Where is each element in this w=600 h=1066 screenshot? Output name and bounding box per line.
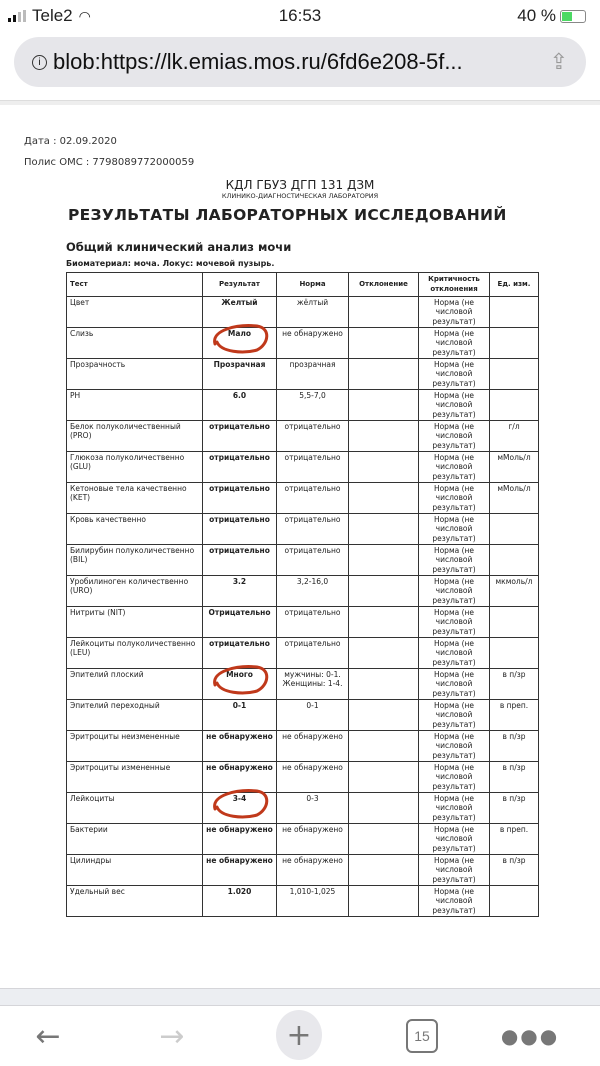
cell-unit-text: в п/зр — [502, 732, 526, 741]
cell-norm-text: 0-3 — [306, 794, 319, 803]
new-tab-plus-icon[interactable]: + — [276, 1010, 322, 1060]
cell-norm-text: отрицательно — [284, 515, 341, 524]
cell-result — [203, 793, 277, 824]
cell-test-text: Белок полуколичественный (PRO) — [70, 422, 181, 441]
cell-result-text: отрицательно — [209, 453, 270, 462]
table-row — [67, 855, 539, 886]
cell-norm-text: отрицательно — [284, 453, 341, 462]
cell-criticality-text: Норма (не числовой результат) — [432, 825, 476, 853]
table-row — [67, 390, 539, 421]
cell-result-text: отрицательно — [209, 639, 270, 648]
col-norm: Норма — [277, 273, 349, 297]
cell-unit — [490, 731, 539, 762]
cell-result — [203, 359, 277, 390]
table-row — [67, 483, 539, 514]
cell-test — [67, 793, 203, 824]
cell-norm-text: прозрачная — [289, 360, 336, 369]
cell-deviation — [349, 731, 419, 762]
cell-test — [67, 855, 203, 886]
lab-subtitle: КЛИНИКО-ДИАГНОСТИЧЕСКАЯ ЛАБОРАТОРИЯ — [221, 192, 379, 200]
cell-norm — [277, 514, 349, 545]
cell-result — [203, 886, 277, 917]
cell-test — [67, 731, 203, 762]
document-title: РЕЗУЛЬТАТЫ ЛАБОРАТОРНЫХ ИССЛЕДОВАНИЙ — [68, 206, 507, 224]
table-row — [67, 452, 539, 483]
cell-norm-text: 5,5-7,0 — [299, 391, 326, 400]
cell-test-text: Слизь — [70, 329, 94, 338]
cell-criticality — [419, 607, 490, 638]
cell-test — [67, 762, 203, 793]
cell-criticality-text: Норма (не числовой результат) — [432, 484, 476, 512]
cell-result-text: 0-1 — [232, 701, 247, 710]
cell-test-text: Прозрачность — [70, 360, 126, 369]
handwritten-circle-annotation — [207, 322, 273, 354]
table-row — [67, 328, 539, 359]
cell-result-text: Прозрачная — [213, 360, 266, 369]
cell-norm-text: 3,2-16,0 — [296, 577, 329, 586]
cell-deviation — [349, 669, 419, 700]
cell-unit — [490, 638, 539, 669]
cell-criticality-text: Норма (не числовой результат) — [432, 608, 476, 636]
handwritten-circle-annotation — [207, 663, 273, 695]
cell-unit-text: в п/зр — [502, 856, 526, 865]
cell-result — [203, 483, 277, 514]
cell-test-text: Уробилиноген количественно (URO) — [70, 577, 189, 596]
cell-result — [203, 669, 277, 700]
cell-result-text: 3.2 — [232, 577, 247, 586]
cell-test — [67, 483, 203, 514]
cell-criticality-text: Норма (не числовой результат) — [432, 639, 476, 667]
cell-test — [67, 886, 203, 917]
cell-deviation — [349, 793, 419, 824]
cell-result-text: 1.020 — [227, 887, 252, 896]
cell-deviation — [349, 855, 419, 886]
cell-norm-text: 0-1 — [306, 701, 319, 710]
cell-criticality-text: Норма (не числовой результат) — [432, 298, 476, 326]
cell-test — [67, 328, 203, 359]
battery-icon — [560, 10, 586, 23]
cell-criticality-text: Норма (не числовой результат) — [432, 453, 476, 481]
col-test: Тест — [67, 273, 203, 297]
cell-result — [203, 545, 277, 576]
cell-test-text: Нитриты (NIT) — [70, 608, 126, 617]
cell-unit — [490, 700, 539, 731]
cell-test — [67, 452, 203, 483]
cell-norm — [277, 576, 349, 607]
cell-result-text: 3-4 — [232, 794, 247, 803]
cell-test — [67, 421, 203, 452]
cell-norm-text: отрицательно — [284, 422, 341, 431]
cell-norm — [277, 731, 349, 762]
cell-test-text: Цилиндры — [70, 856, 112, 865]
cell-result-text: не обнаружено — [206, 732, 273, 741]
address-bar[interactable] — [14, 37, 586, 87]
cell-norm — [277, 545, 349, 576]
cell-criticality-text: Норма (не числовой результат) — [432, 360, 476, 388]
cell-deviation — [349, 452, 419, 483]
cell-test — [67, 576, 203, 607]
cell-criticality — [419, 328, 490, 359]
table-row — [67, 638, 539, 669]
cell-norm-text: 1,010-1,025 — [289, 887, 336, 896]
table-row — [67, 793, 539, 824]
table-row — [67, 576, 539, 607]
cell-test-text: Бактерии — [70, 825, 108, 834]
cell-unit-text: г/л — [508, 422, 520, 431]
biomaterial: Биоматериал: моча. Локус: мочевой пузырь. — [66, 259, 275, 268]
cell-test — [67, 607, 203, 638]
cell-norm — [277, 607, 349, 638]
cell-deviation — [349, 886, 419, 917]
cell-test — [67, 359, 203, 390]
cell-criticality — [419, 545, 490, 576]
results-table — [66, 272, 539, 917]
cell-unit — [490, 359, 539, 390]
cell-result — [203, 731, 277, 762]
cell-test — [67, 545, 203, 576]
cell-norm — [277, 886, 349, 917]
more-dots-icon[interactable]: ●●● — [500, 1024, 560, 1048]
cell-criticality-text: Норма (не числовой результат) — [432, 546, 476, 574]
cell-norm-text: не обнаружено — [282, 732, 343, 741]
cell-criticality — [419, 762, 490, 793]
cell-norm — [277, 452, 349, 483]
cell-result-text: отрицательно — [209, 422, 270, 431]
cell-result-text: не обнаружено — [206, 825, 273, 834]
cell-test-text: PH — [70, 391, 81, 400]
table-row — [67, 824, 539, 855]
cell-result-text: не обнаружено — [206, 856, 273, 865]
cell-deviation — [349, 607, 419, 638]
cell-result — [203, 638, 277, 669]
cell-result — [203, 855, 277, 886]
cell-unit — [490, 328, 539, 359]
col-result: Результат — [203, 273, 277, 297]
cell-deviation — [349, 359, 419, 390]
table-row — [67, 700, 539, 731]
cell-test-text: Эпителий переходный — [70, 701, 160, 710]
cell-criticality — [419, 483, 490, 514]
cell-deviation — [349, 700, 419, 731]
cell-deviation — [349, 328, 419, 359]
lab-name: КДЛ ГБУЗ ДГП 131 ДЗМ — [225, 178, 375, 192]
cell-result — [203, 700, 277, 731]
cell-unit — [490, 390, 539, 421]
cell-norm — [277, 359, 349, 390]
cell-result — [203, 762, 277, 793]
cell-deviation — [349, 576, 419, 607]
cell-criticality-text: Норма (не числовой результат) — [432, 670, 476, 698]
cell-criticality-text: Норма (не числовой результат) — [432, 422, 476, 450]
cell-result-text: Отрицательно — [208, 608, 271, 617]
cell-norm — [277, 762, 349, 793]
cell-test — [67, 514, 203, 545]
cell-deviation — [349, 762, 419, 793]
cell-test-text: Лейкоциты полуколичественно (LEU) — [70, 639, 196, 658]
cell-criticality-text: Норма (не числовой результат) — [432, 763, 476, 791]
cell-norm-text: жёлтый — [296, 298, 329, 307]
cell-unit — [490, 793, 539, 824]
cell-criticality — [419, 421, 490, 452]
cell-criticality — [419, 297, 490, 328]
cell-norm — [277, 483, 349, 514]
analysis-title: Общий клинический анализ мочи — [66, 240, 292, 254]
cell-norm-text: отрицательно — [284, 484, 341, 493]
cell-norm — [277, 390, 349, 421]
cell-unit — [490, 576, 539, 607]
cell-norm — [277, 421, 349, 452]
cell-result — [203, 576, 277, 607]
cell-result-text: 6.0 — [232, 391, 247, 400]
cell-criticality — [419, 824, 490, 855]
cell-norm-text: отрицательно — [284, 608, 341, 617]
cell-unit-text: мкмоль/л — [495, 577, 533, 586]
cell-result-text: не обнаружено — [206, 763, 273, 772]
table-row — [67, 297, 539, 328]
cell-result — [203, 452, 277, 483]
cell-unit — [490, 855, 539, 886]
battery-status — [517, 6, 586, 26]
wifi-icon: ◠ — [78, 7, 91, 24]
carrier-name: Tele2 — [32, 6, 73, 25]
battery-percent: 40 % — [517, 6, 556, 25]
cell-result — [203, 607, 277, 638]
cell-result — [203, 421, 277, 452]
cell-unit — [490, 669, 539, 700]
cell-norm-text: отрицательно — [284, 639, 341, 648]
cell-norm-text: мужчины: 0-1. Женщины: 1-4. — [282, 670, 343, 689]
cell-unit — [490, 762, 539, 793]
cell-test-text: Кровь качественно — [70, 515, 146, 524]
cell-criticality-text: Норма (не числовой результат) — [432, 329, 476, 357]
cell-test-text: Кетоновые тела качественно (KET) — [70, 484, 187, 503]
cell-criticality — [419, 700, 490, 731]
cell-norm — [277, 793, 349, 824]
cell-criticality — [419, 359, 490, 390]
table-row — [67, 669, 539, 700]
cell-deviation — [349, 514, 419, 545]
table-row — [67, 762, 539, 793]
table-row — [67, 514, 539, 545]
cell-result — [203, 514, 277, 545]
cell-test-text: Эпителий плоский — [70, 670, 144, 679]
cell-unit — [490, 483, 539, 514]
cell-norm — [277, 669, 349, 700]
cell-test — [67, 824, 203, 855]
cell-norm-text: отрицательно — [284, 546, 341, 555]
status-bar — [0, 0, 600, 34]
handwritten-circle-annotation — [207, 787, 273, 819]
url-text[interactable]: blob:https://lk.emias.mos.ru/6fd6e208-5f... — [53, 49, 463, 74]
cell-criticality — [419, 514, 490, 545]
cell-unit — [490, 452, 539, 483]
cell-result-text: отрицательно — [209, 546, 270, 555]
cell-norm — [277, 855, 349, 886]
cell-deviation — [349, 421, 419, 452]
cell-result — [203, 297, 277, 328]
cell-result-text: отрицательно — [209, 484, 270, 493]
cell-test-text: Эритроциты измененные — [70, 763, 171, 772]
cell-unit — [490, 514, 539, 545]
cell-norm — [277, 700, 349, 731]
cell-norm — [277, 824, 349, 855]
col-unit: Ед. изм. — [490, 273, 539, 297]
cell-norm-text: не обнаружено — [282, 329, 343, 338]
cell-deviation — [349, 390, 419, 421]
cell-criticality-text: Норма (не числовой результат) — [432, 732, 476, 760]
cell-criticality-text: Норма (не числовой результат) — [432, 794, 476, 822]
page-bottom-divider — [0, 988, 600, 1006]
cell-test-text: Эритроциты неизмененные — [70, 732, 180, 741]
document-date: Дата : 02.09.2020 — [24, 136, 117, 147]
cell-unit — [490, 886, 539, 917]
table-row — [67, 545, 539, 576]
cell-result-text: Желтый — [221, 298, 258, 307]
cell-unit-text: в п/зр — [502, 763, 526, 772]
document-policy: Полис ОМС : 7798089772000059 — [24, 157, 195, 168]
cell-criticality — [419, 390, 490, 421]
cell-criticality — [419, 452, 490, 483]
cell-unit — [490, 545, 539, 576]
cell-result — [203, 328, 277, 359]
cell-unit-text: в преп. — [499, 701, 529, 710]
cell-criticality-text: Норма (не числовой результат) — [432, 887, 476, 915]
cell-norm-text: не обнаружено — [282, 825, 343, 834]
cell-criticality-text: Норма (не числовой результат) — [432, 515, 476, 543]
page-top-divider — [0, 100, 600, 105]
cell-test-text: Лейкоциты — [70, 794, 115, 803]
cell-deviation — [349, 297, 419, 328]
table-row — [67, 607, 539, 638]
back-arrow-icon[interactable]: ← — [35, 1018, 61, 1054]
cell-test-text: Билирубин полуколичественно (BIL) — [70, 546, 195, 565]
cell-criticality — [419, 886, 490, 917]
table-row — [67, 359, 539, 390]
cell-result-text: Много — [226, 670, 253, 679]
cell-criticality-text: Норма (не числовой результат) — [432, 577, 476, 605]
cell-deviation — [349, 545, 419, 576]
table-row — [67, 886, 539, 917]
cell-unit — [490, 421, 539, 452]
cell-unit — [490, 824, 539, 855]
cell-norm — [277, 297, 349, 328]
share-icon[interactable]: ⇪ — [549, 49, 568, 74]
cell-criticality — [419, 576, 490, 607]
cell-deviation — [349, 824, 419, 855]
cell-test — [67, 638, 203, 669]
cell-unit-text: мМоль/л — [497, 453, 531, 462]
cell-norm-text: не обнаружено — [282, 763, 343, 772]
cell-criticality — [419, 793, 490, 824]
cell-test-text: Глюкоза полуколичественно (GLU) — [70, 453, 185, 472]
col-criticality: Критичность отклонения — [419, 273, 490, 297]
cell-test-text: Удельный вес — [70, 887, 125, 896]
cell-unit — [490, 297, 539, 328]
cell-result — [203, 824, 277, 855]
clock: 16:53 — [278, 6, 322, 25]
info-icon[interactable]: i — [32, 55, 47, 70]
cell-criticality — [419, 855, 490, 886]
cell-criticality — [419, 669, 490, 700]
cell-norm — [277, 638, 349, 669]
col-deviation: Отклонение — [349, 273, 419, 297]
forward-arrow-icon[interactable]: → — [159, 1018, 185, 1054]
tabs-button[interactable]: 15 — [406, 1019, 438, 1053]
cell-criticality — [419, 638, 490, 669]
cell-norm — [277, 328, 349, 359]
cell-criticality-text: Норма (не числовой результат) — [432, 391, 476, 419]
cell-unit — [490, 607, 539, 638]
cell-result-text: отрицательно — [209, 515, 270, 524]
cell-test — [67, 390, 203, 421]
cell-unit-text: в преп. — [499, 825, 529, 834]
cell-test — [67, 700, 203, 731]
table-row — [67, 421, 539, 452]
cell-criticality-text: Норма (не числовой результат) — [432, 701, 476, 729]
cell-criticality — [419, 731, 490, 762]
table-header — [67, 273, 539, 297]
cell-result-text: Мало — [227, 329, 252, 338]
cell-unit-text: мМоль/л — [497, 484, 531, 493]
cell-unit-text: в п/зр — [502, 670, 526, 679]
cell-criticality-text: Норма (не числовой результат) — [432, 856, 476, 884]
cell-result — [203, 390, 277, 421]
table-row — [67, 731, 539, 762]
cell-test-text: Цвет — [70, 298, 90, 307]
cell-deviation — [349, 638, 419, 669]
cell-test — [67, 669, 203, 700]
cell-deviation — [349, 483, 419, 514]
cell-norm-text: не обнаружено — [282, 856, 343, 865]
browser-toolbar — [0, 1006, 600, 1066]
cell-unit-text: в п/зр — [502, 794, 526, 803]
cell-test — [67, 297, 203, 328]
